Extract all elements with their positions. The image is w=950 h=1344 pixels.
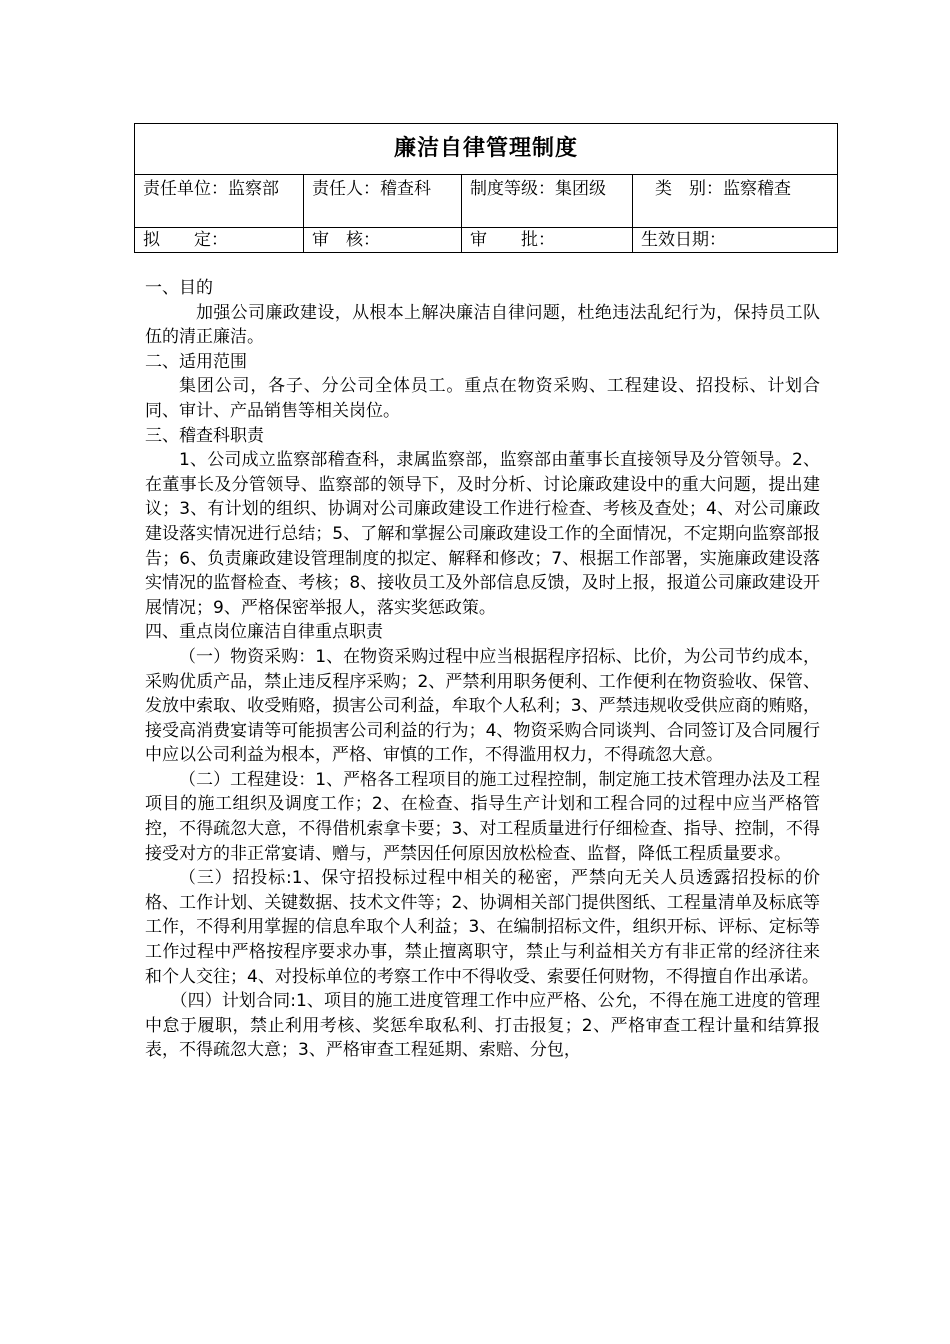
responsible-unit: 责任单位：监察部 (135, 175, 304, 228)
drafted-by: 拟 定： (135, 228, 304, 253)
category: 类 别：监察稽查 (633, 175, 838, 228)
approved-by: 审 批： (462, 228, 633, 253)
header-table (134, 123, 838, 253)
effective-date: 生效日期： (633, 228, 838, 253)
regulation-level: 制度等级：集团级 (462, 175, 633, 228)
responsible-person: 责任人：稽查科 (304, 175, 462, 228)
section-paragraph: 1、公司成立监察部稽查科，隶属监察部，监察部由董事长直接领导及分管领导。2、在董事长及分管领导、监察部的领导下，及时分析、讨论廉政建设中的重大问题，提出建议；3、有计划的组织、协调对公司廉政建设工作进行检查、考核及查处；4、对公司廉政建设落实情况进行总结；5、了解和掌握公司廉政建设工作的全面情况，不定期向监察部报告；6、负责廉政建设管理制度的拟定、解释和修改；7、根据工作部署，实施廉政建设落实情况的监督检查、考核；8、接收员工及外部信息反馈，及时上报，报道公司廉政建设开展情况；9、严格保密举报人，落实奖惩政策。 (145, 450, 820, 618)
reviewed-by: 审 核： (304, 228, 462, 253)
section-paragraph: （一）物资采购：1、在物资采购过程中应当根据程序招标、比价，为公司节约成本，采购优质产品，禁止违反程序采购；2、严禁利用职务便利、工作便利在物资验收、保管、发放中索取、收受贿赂，损害公司利益，牟取个人私利；3、严禁违规收受供应商的贿赂，接受高消费宴请等可能损害公司利益的行为；4、物资采购合同谈判、合同签订及合同履行中应以公司利益为根本，严格、审慎的工作，不得滥用权力，不得疏忽大意。 (145, 646, 820, 766)
section-heading: 一、目的 (145, 278, 213, 298)
section-paragraph: 集团公司，各子、分公司全体员工。重点在物资采购、工程建设、招投标、计划合同、审计、产品销售等相关岗位。 (145, 376, 820, 421)
section-paragraph: （四）计划合同:1、项目的施工进度管理工作中应严格、公允，不得在施工进度的管理中怠于履职，禁止利用考核、奖惩牟取私利、打击报复；2、严格审查工程计量和结算报表，不得疏忽大意；3、严格审查工程延期、索赔、分包， (145, 991, 820, 1061)
document-title: 廉洁自律管理制度 (135, 124, 838, 175)
section-heading: 三、稽查科职责 (145, 425, 264, 446)
section-paragraph: （三）招投标:1、保守招投标过程中相关的秘密，严禁向无关人员透露招投标的价格、工作计划、关键数据、技术文件等；2、协调相关部门提供图纸、工程量清单及标底等工作，不得利用掌握的信息牟取个人利益；3、在编制招标文件，组织开标、评标、定标等工作过程中严格按程序要求办事，禁止擅离职守，禁止与利益相关方有非正常的经济往来和个人交往；4、对投标单位的考察工作中不得收受、索要任何财物，不得擅自作出承诺。 (145, 868, 820, 987)
section-paragraph: （二）工程建设：1、严格各工程项目的施工过程控制，制定施工技术管理办法及工程项目的施工组织及调度工作；2、在检查、指导生产计划和工程合同的过程中应当严格管控，不得疏忽大意，不得借机索拿卡要；3、对工程质量进行仔细检查、指导、控制，不得接受对方的非正常宴请、赠与，严禁因任何原因放松检查、监督，降低工程质量要求。 (145, 769, 820, 864)
section-paragraph: 加强公司廉政建设，从根本上解决廉洁自律问题，杜绝违法乱纪行为，保持员工队伍的清正廉洁。 (145, 302, 820, 348)
section-heading: 二、适用范围 (145, 351, 247, 372)
section-heading: 四、重点岗位廉洁自律重点职责 (145, 622, 383, 643)
document-body (145, 276, 820, 1063)
